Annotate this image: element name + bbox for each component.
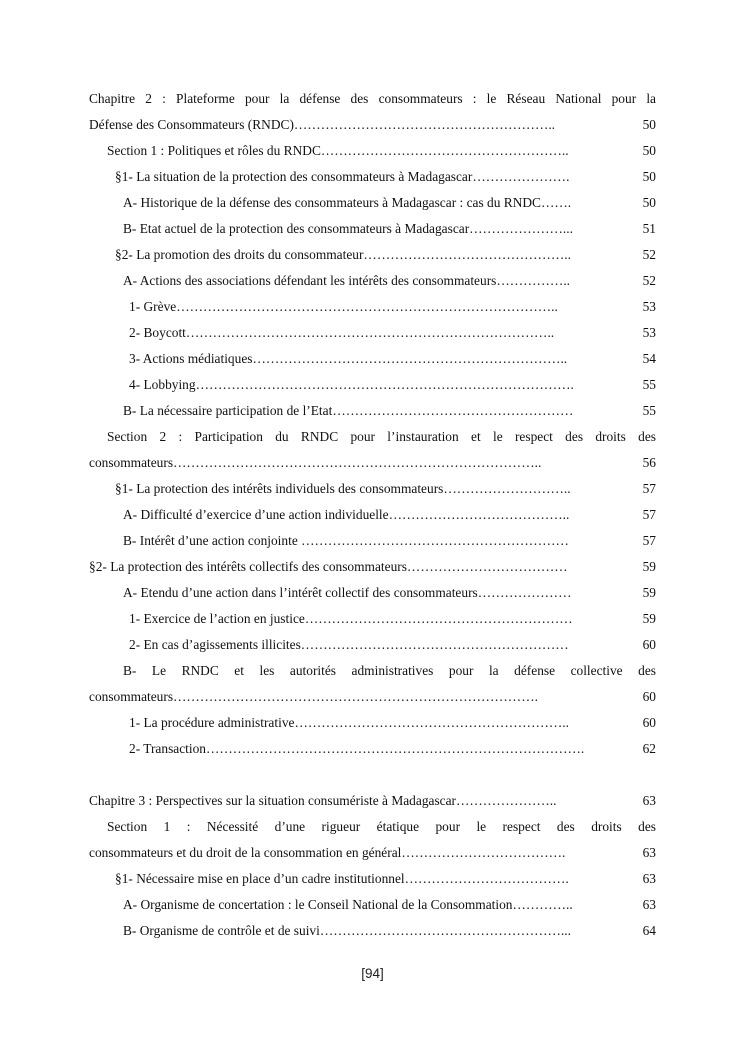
toc-entry[interactable] — [89, 710, 656, 736]
toc-entry-page: 57 — [642, 481, 656, 496]
toc-entry-title: B- Intérêt d’une action conjointe …………………………………………………… — [123, 533, 569, 548]
toc-entry-title: A- Actions des associations défendant les intérêts des consommateurs…………….. — [123, 273, 571, 288]
toc-entry-title: §2- La protection des intérêts collectifs des consommateurs……………………………… — [89, 559, 568, 574]
toc-entry-title: B- Etat actuel de la protection des consommateurs à Madagascar…………………... — [123, 221, 573, 236]
toc-entry-title: B- Organisme de contrôle et de suivi………………………………………………... — [123, 923, 571, 938]
toc-entry-page: 62 — [642, 741, 656, 756]
toc-entry[interactable] — [89, 554, 656, 580]
toc-entry-page: 53 — [642, 299, 656, 314]
toc-entry-title: 1- La procédure administrative…………………………………………………….. — [129, 715, 569, 730]
toc-entry[interactable] — [89, 632, 656, 658]
toc-entry[interactable] — [89, 138, 656, 164]
toc-entry[interactable] — [89, 606, 656, 632]
toc-entry-title: Section 1 : Nécessité d’une rigueur étatique pour le respect des droits des — [107, 819, 656, 834]
toc-entry-page: 55 — [642, 403, 656, 418]
toc-entry-page: 54 — [642, 351, 656, 366]
toc-entry[interactable] — [89, 684, 656, 710]
toc-entry-title: Chapitre 2 : Plateforme pour la défense des consommateurs : le Réseau National pour la — [89, 91, 656, 106]
toc-entry-title: §1- Nécessaire mise en place d’un cadre institutionnel………………………………. — [115, 871, 569, 886]
toc-entry-title: A- Difficulté d’exercice d’une action individuelle………………………………….. — [123, 507, 570, 522]
toc-entry-page: 60 — [642, 637, 656, 652]
toc-entry-title: consommateurs et du droit de la consommation en général………………………………. — [89, 845, 566, 860]
toc-entry[interactable] — [89, 424, 656, 450]
toc-entry[interactable] — [89, 918, 656, 944]
toc-entry-title: Section 1 : Politiques et rôles du RNDC……………………………………………….. — [107, 143, 569, 158]
toc-entry-page: 50 — [642, 169, 656, 184]
toc-entry-title: 2- Transaction…………………………………………………………………………. — [129, 741, 585, 756]
toc-entry-title: B- Le RNDC et les autorités administratives pour la défense collective des — [123, 663, 656, 678]
toc-entry[interactable] — [89, 476, 656, 502]
toc-entry[interactable] — [89, 788, 656, 814]
toc-entry-page: 50 — [642, 117, 656, 132]
toc-entry-title: A- Etendu d’une action dans l’intérêt collectif des consommateurs………………… — [123, 585, 572, 600]
toc-entry-page: 50 — [642, 195, 656, 210]
toc-entry-title: 2- En cas d’agissements illicites…………………………………………………… — [129, 637, 569, 652]
toc-entry[interactable] — [89, 190, 656, 216]
toc-entry-title: 2- Boycott……………………………………………………………………….. — [129, 325, 555, 340]
toc-entry[interactable] — [89, 294, 656, 320]
toc-entry[interactable] — [89, 216, 656, 242]
toc-entry-title: §1- La protection des intérêts individuels des consommateurs……………………….. — [115, 481, 571, 496]
toc-entry[interactable] — [89, 658, 656, 684]
toc-entry-page: 52 — [642, 273, 656, 288]
toc-entry-title: 1- Exercice de l’action en justice…………………………………………………… — [129, 611, 573, 626]
toc-entry-title: §1- La situation de la protection des consommateurs à Madagascar…………………. — [115, 169, 570, 184]
toc-entry[interactable] — [89, 268, 656, 294]
toc-entry-title: Chapitre 3 : Perspectives sur la situation consumériste à Madagascar………………….. — [89, 793, 557, 808]
toc-entry-page: 63 — [642, 845, 656, 860]
toc-entry-page: 57 — [642, 533, 656, 548]
toc-entry-page: 59 — [642, 559, 656, 574]
toc-entry[interactable] — [89, 580, 656, 606]
toc-entry-title: 4- Lobbying…………………………………………………………………………. — [129, 377, 574, 392]
toc-entry[interactable] — [89, 528, 656, 554]
toc-entry[interactable] — [89, 320, 656, 346]
toc-entry-title: Section 2 : Participation du RNDC pour l’instauration et le respect des droits des — [107, 429, 656, 444]
toc-entry[interactable] — [89, 866, 656, 892]
toc-entry[interactable] — [89, 814, 656, 840]
toc-entry-page: 60 — [642, 689, 656, 704]
toc-entry-page: 59 — [642, 611, 656, 626]
toc-entry-page: 59 — [642, 585, 656, 600]
toc-entry-page: 52 — [642, 247, 656, 262]
toc-entry[interactable] — [89, 346, 656, 372]
toc-entry[interactable] — [89, 164, 656, 190]
toc-entry-title: 3- Actions médiatiques…………………………………………………………….. — [129, 351, 568, 366]
toc-entry-title: A- Historique de la défense des consommateurs à Madagascar : cas du RNDC……. — [123, 195, 572, 210]
toc-entry-page: 57 — [642, 507, 656, 522]
toc-entry-title: consommateurs……………………………………………………………………….. — [89, 455, 542, 470]
toc-entry-title: consommateurs………………………………………………………………………. — [89, 689, 538, 704]
toc-gap — [89, 762, 656, 788]
toc-entry-page: 60 — [642, 715, 656, 730]
toc-entry-title: B- La nécessaire participation de l’Etat……………………………………………… — [123, 403, 574, 418]
toc-entry[interactable] — [89, 892, 656, 918]
toc-entry-title: §2- La promotion des droits du consommateur……………………………………….. — [115, 247, 571, 262]
toc-entry-page: 56 — [642, 455, 656, 470]
toc-entry-title: Défense des Consommateurs (RNDC)………………………………………………….. — [89, 117, 556, 132]
toc-entry-page: 55 — [642, 377, 656, 392]
toc-entry[interactable] — [89, 372, 656, 398]
toc-entry[interactable] — [89, 112, 656, 138]
toc-entry-title: 1- Grève………………………………………………………………………….. — [129, 299, 558, 314]
toc-entry-page: 53 — [642, 325, 656, 340]
toc-entry-page: 63 — [642, 871, 656, 886]
toc-entry[interactable] — [89, 840, 656, 866]
toc-entry-page: 63 — [642, 897, 656, 912]
toc-entry-page: 50 — [642, 143, 656, 158]
toc-entry[interactable] — [89, 242, 656, 268]
toc-entry[interactable] — [89, 502, 656, 528]
toc-entry-page: 64 — [642, 923, 656, 938]
toc-entry[interactable] — [89, 86, 656, 112]
toc-entry[interactable] — [89, 736, 656, 762]
table-of-contents — [89, 86, 656, 944]
toc-entry[interactable] — [89, 450, 656, 476]
toc-entry-page: 63 — [642, 793, 656, 808]
toc-entry[interactable] — [89, 398, 656, 424]
toc-entry-title: A- Organisme de concertation : le Conseil National de la Consommation………….. — [123, 897, 573, 912]
toc-entry-page: 51 — [642, 221, 656, 236]
page-number-footer: [94] — [361, 966, 384, 981]
